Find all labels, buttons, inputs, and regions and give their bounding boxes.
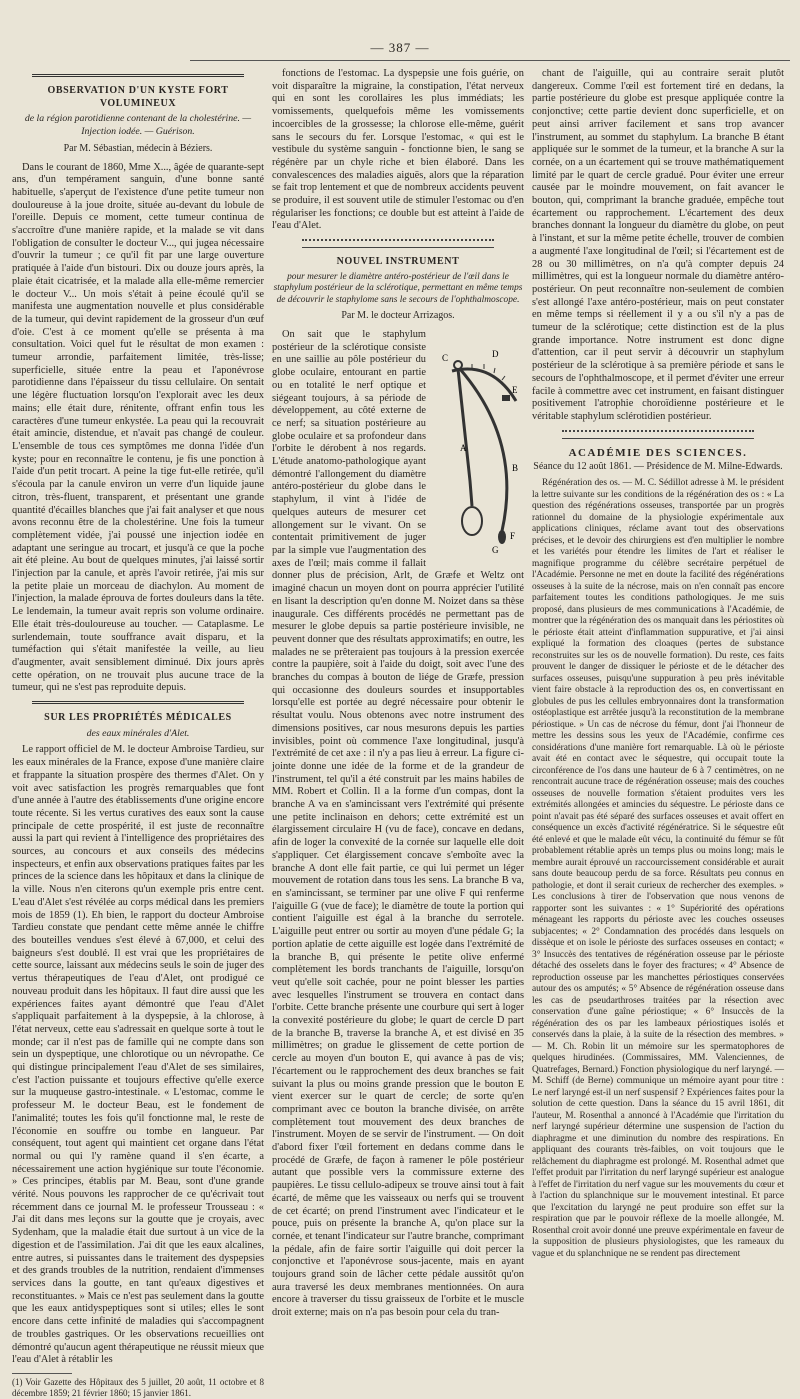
section-divider: [32, 74, 244, 77]
article-body-instrument: On sait que le staphylum postérieur de la sclérotique consiste en une saillie au pôle postérieur du globe oculaire, entourant en partie ou en totalité le nerf optique et siégeant toujours, à sa période de développement, au côté externe de ce nerf; sa situation postérieure au globe oculaire et sa profondeur dans l'orbite le dérobent à nos regards. L'étude anatomo-pathologique ayant démontré l'allongement du diamètre antéro-postérieur du globe dans le staphylum, il vint à l'idée de quelques auteurs de mesurer cet allongement sur le vivant. On se contentait primitivement de juger par la simple vue l'augmentation des axes de l'œil; mais comme il fallait donner plus de précision, Arlt, de Græfe et Weltz ont imaginé chacun un moyen dont on pourra apprécier l'utilité en lisant la description qu'en donne M. Noizet dans sa thèse inaugurale. Ces différents procédés ne permettant pas de mesurer le globe depuis sa partie postérieure invisible, ne peuvent donner que des résultats approximatifs; en outre, les malades ne se prêteraient pas toujours à la pression exercée contre la paupière, soit à l'aide du doigt, soit avec l'une des branches du compas à bouton de liége de Græfe, pression qui occasionne des douleurs sourdes et insupportables lorsqu'elle est portée au degré nécessaire pour obtenir le résultat voulu. Nous obtenons avec notre instrument des dimensions positives, car nous mesurons depuis les parties invisibles, point où commence l'axe longitudinal, jusqu'à l'extrémité de cet axe : il n'y a pas lieu à erreur. La figure ci-jointe donne une idée de la forme et de la grandeur de l'instrument, tel qu'il a été construit par les mains habiles de MM. Robert et Collin. Il a la forme d'un compas, dont la branche A va en s'amincissant vers l'extrémité qui présente une petite inclinaison en dehors; cette extrémité est un élargissement circulaire H (vu de face), concave en dedans, afin de loger la convexité de la cornée sur laquelle elle doit s'appliquer. Cet élargissement concave s'emboîte avec la branche A dont elle fait partie, ce qui lui permet un léger mouvement de rotation dans tous les sens. La branche B va, en s'amincissant, se terminer par une olive F qui renferme l'aiguille G (vue de face); le diamètre de toute la portion qui contient l'aiguille est égal à la branche du serrotele. L'aiguille peut entrer ou sortir au moyen d'une pédale G; la portion aplatie de cette aiguille est logée dans l'extrémité de la branche B, qui présente le petite olive enfermé complètement les bords tranchants de l'aiguille, lorsqu'on veut qu'elle soit cachée, pour ne point blesser les parties avec lesquelles l'instrument se trouvera en contact dans l'orbite. Cette branche présente une courbure qui sert à loger la convexité postérieure du globe; le quart de cercle D part de la branche B, traverse la branche A, et est divisé en 35 millimètres; on gradue le glissement de cette portion de cercle au moyen d'un bouton E, qui avance à pas de vis; l'écartement ou le rapprochement des deux branches se fait suivant la plus ou moins grande pression que le bouton E vient exercer sur le quart de cercle; de sorte qu'en comprimant avec ce bouton la branche divisée, on arrête complètement tout mouvement des deux branches de l'instrument. Moyen de se servir de l'instrument. — On doit d'abord fixer l'œil fortement en dedans comme dans le procédé de Græfe, de façon à ramener le pôle postérieur autant que possible vers la commissure externe des paupières. Le tissu cellulo-adipeux se trouve ainsi tout à fait écarté, de même que les vaisseaux ou nerfs qui se trouvent de cet écarté; on prend l'instrument avec l'indicateur et le pouce, puis on présente la branche A, qu'on place sur la cornée, et tenant l'indicateur sur l'autre branche, comprimant la pédale, afin de faire sortir l'aiguille qui doit percer la conjonctive et l'aponévrose sous-jacente, mais en ayant toujours grand soin de lâcher cette pédale aussitôt qu'on aura traversé les deux membranes mentionnées. On aura encore à traverser du tissu graisseux de l'orbite et le muscle droit externe; mais on n'a pas besoin pour cela du tran-: [272, 329, 524, 1319]
figure-letter: B: [512, 463, 519, 474]
branch-a: [458, 369, 472, 506]
hinge: [454, 361, 462, 369]
section-divider: [562, 430, 754, 439]
session-line: Séance du 12 août 1861. — Présidence de M. Milne-Edwards.: [533, 461, 783, 473]
header-rule: [190, 60, 790, 61]
footnote: (1) Voir Gazette des Hôpitaux des 5 juillet, 20 août, 11 octobre et 8 décembre 1859; 21 février 1860; 15 janvier 1861.: [12, 1376, 264, 1398]
academy-heading: ACADÉMIE DES SCIENCES.: [568, 446, 748, 459]
article-title-instrument: NOUVEL INSTRUMENT: [336, 256, 460, 268]
figure-letter: G: [492, 545, 499, 556]
column-3: [532, 68, 784, 1259]
figure-letter: A: [460, 443, 467, 454]
footnote-rule: [12, 1373, 72, 1374]
column-1: [12, 68, 264, 1398]
section-divider: [302, 239, 494, 248]
article-subtitle-alet: des eaux minérales d'Alet.: [86, 727, 190, 739]
three-column-body: [12, 68, 784, 1398]
article-author-instrument: Par M. le docteur Arrizagos.: [341, 310, 455, 322]
corneal-cup: [462, 507, 482, 535]
compass-instrument-drawing: [432, 331, 524, 559]
arc-ticks: [472, 364, 505, 380]
article-body-instrument-continued: chant de l'aiguille, qui au contraire serait plutôt dangereux. Comme l'œil est fortement tiré en dedans, la partie postérieure du globe est presque appliquée contre la conjonctive; cette partie devient donc superficielle, et on peut ainsi arriver facilement et sans trop avancer l'instrument, au sommet du staphylum. La branche B étant appliquée sur le sommet de la tumeur, et la branche A sur la cornée, on a un écartement qui se trouve mathématiquement limité par le quart de cercle gradué. Pour éviter une erreur causée par le moindre mouvement, on fait avancer le bouton, qui, comprimant la branche graduée, empêche tout écartement ou rapprochement. L'écartement des deux branches donnant la longueur du diamètre du globe, on peut à l'instant, et sur la même petite échelle, trouver de combien a augmenté l'axe longitudinal de l'œil; si l'écartement est de 28 ou 30 millimètres, on n'a qu'à compter depuis 24 millimètres, qui est la longueur normale du diamètre antéro-postérieur. On peut reconnaître non-seulement de combien s'est allongé l'axe antéro-postérieur, mais on peut constater en même temps si réellement il y a ou s'il n'y a pas de tumeur de la sclérotique; cette distinction est de la plus grande importance. Notre instrument est donc digne d'attention, car il peut servir à découvrir un staphylum postérieur de la sclérotique à sa première période et sans le secours de l'ophthalmoscope, et il permet d'éviter une erreur facile à commettre avec cet instrument, en faisant distinguer positivement l'atrophie choroïdienne postérieure et le véritable staphylum sclérotidien postérieur.: [532, 68, 784, 422]
article-body-kyste: Dans le courant de 1860, Mme X..., âgée de quarante-sept ans, d'un tempérament sanguin, d'une bonne santé habituelle, s'aperçut de l'existence d'une petite tumeur non douloureuse à la joue droite, située au-devant du lobule de l'oreille. Depuis ce moment, cette tumeur continua de s'accroître d'une manière rapide, et la malade se vit dans l'obligation de consulter le docteur V..., qui jugea nécessaire d'ouvrir la tumeur ; ce qu'il fit par une large ouverture pratiquée à l'aide d'un bistouri. Dix ou douze jours après, la plaie était cicatrisée, et la malade alla elle-même remercier le docteur V... Un mois s'était à peine écoulé qu'il se manifesta une augmentation nouvelle et plus considérable de la tumeur, qui devint rapidement de la grosseur d'un œuf d'oie. C'est à ce moment qu'elle se présenta à ma consultation. Voici quel fut le résultat de mon examen : tumeur arrondie, parfaitement limitée, très-lisse; superficielle, située entre la peau et l'aponévrose parotidienne dans l'épaisseur du tissu cellulaire. On sentait une légère fluctuation lorsqu'on l'explorait avec les deux mains; elle était dure, rénitente, offrant enfin tous les caractères d'une tumeur enkystée. La peau qui la recouvrait était amincie, distendue, et n'avait pas changé de couleur. L'ensemble de tous ces symptômes me donna l'idée d'un kyste; pour en reconnaître le contenu, je fis une ponction à l'aide d'un petit trocart. A peine la tige fut-elle retirée, qu'il s'écoula par la canule environ un verre d'un liquide jaune citron, très-fluent, transparent, et présentant une grande quantité d'écailles blanches que j'ai fait analyser et que nous avons reconnu être de la cholestérine. Une fois la tumeur complètement vidée, j'ai poussé une injection iodée en adaptant une seringue au trocart, et jusqu'à ce que la poche ait été pleine. Au bout de quelques minutes, j'ai laissé sortir l'injection par la canule, et après l'avoir retirée, j'ai mis sur la petite plaie un morceau de diachylon. Au moment de l'injection, la malade éprouva de fortes douleurs dans la tête. Le lendemain, la tumeur avait repris son volume ordinaire. Elle était très-douloureuse au toucher. — Cataplasme. Le surlendemain, toute souffrance avait disparu, et la tuméfaction qui s'était manifestée la veille, au lieu d'augmenter, avait sensiblement diminué. Dix jours après cette opération, on ne trouvait plus aucune trace de la tumeur, qui ne s'est pas reproduite depuis.: [12, 161, 264, 694]
figure-letter: C: [442, 353, 449, 364]
article-author-kyste: Par M. Sébastian, médecin à Béziers.: [63, 142, 213, 154]
article-subtitle-kyste: de la région parotidienne contenant de la cholestérine. — Injection iodée. — Guérison.: [24, 113, 252, 138]
figure-letter: E: [512, 385, 518, 396]
figure-letter: D: [492, 349, 499, 360]
screw-button: [502, 395, 510, 401]
article-subtitle-instrument: pour mesurer le diamètre antéro-postérieur de l'œil dans le staphylum postérieur de la sclérotique, permettant en même temps de découvrir le staphylome sans le secours de l'ophthalmoscope.: [273, 271, 523, 305]
compass-instrument-figure: [432, 331, 524, 559]
article-body-alet-continued: fonctions de l'estomac. La dyspepsie une fois guérie, on voit disparaître la migraine, la constipation, l'état nerveux qui en sont les corollaires les plus immédiats; les vomissements, quelquefois même les vomissements incoercibles de la grossesse; la chlorose elle-même, guérit sans le secours du fer. Lorsque l'estomac, « qui est le vestibule du système sanguin - fonctionne bien, le sang se régénère par un chyle riche et bien élaboré. Dans les convalescences des maladies aiguës, alors que la réparation se fait trop lentement et que de nombreux accidents peuvent se produire, il est souvent utile de stimuler l'estomac ou d'en régulariser les fonctions; ce double but est atteint à l'aide de l'eau d'Alet.: [272, 68, 524, 232]
page-number: — 387 —: [370, 40, 430, 55]
figure-letter: F: [510, 531, 516, 542]
article-title-kyste: OBSERVATION D'UN KYSTE FORT VOLUMINEUX: [47, 85, 229, 109]
article-body-alet: Le rapport officiel de M. le docteur Ambroise Tardieu, sur les eaux minérales de la France, expose d'une manière claire et frappante la situation prospère des thermes d'Alet. On y voit avec satisfaction les progrès remarquables que font d'une année à l'autre des établissements d'une origine encore toute récente. Si les vertus curatives des eaux sont la cause principale de cette prospérité, il est juste de reconnaître aussi la part qui revient à l'intelligence des propriétaires des sources, au concours et aux conseils des médecins inspecteurs, et enfin aux observations pratiques faites par les princes de la science dans les hôpitaux et dans la clinique de la ville. Nous n'en citerons qu'un exemple pris entre cent. L'eau d'Alet s'est révélée au corps médical dans les premiers mois de 1859 (1). Eh bien, le rapport du docteur Ambroise Tardieu constate que pendant cette même année le chiffre des bouteilles vendues s'est élevé à 67,000, et celui des baigneurs s'est doublé. Il est vrai que les propriétaires de cette source, laissant aux médecins seuls le soin de juger des vertus thérapeutiques de l'eau d'Alet, ont prodigué ce nouveau produit dans les hôpitaux. Il faut dire aussi que les expériences faites ayant démontré que l'eau d'Alet s'appliquait parfaitement à la dyspepsie, à la chlorose, à l'état nerveux, cette eau s'adressait en quelque sorte à tout le monde; car il n'est pas de famille qui ne compte dans son sein un dyspeptique, une chlorotique ou un névropathe. Ce qui distingue principalement l'eau d'Alet de ses similaires, c'est l'action puissante et toujours effective qu'elle exerce sur la muqueuse gastro-intestinale. « L'estomac, comme le professeur M. le docteur Beau, est le fondement de l'animalité; toutes les fois qu'il fonctionne mal, le reste de l'économie en souffre ou tombe en langueur. Par conséquent, tout agent qui maintient cet organe dans l'état normal ou qui l'y ramène quand il s'en écarte, a nécessairement une action hygiénique sur toute l'économie. » Ces principes, établis par M. Beau, sont d'une grande vérité. Nous pouvons les rapprocher de ce qu'écrivait tout récemment dans ce journal M. le professeur Trousseau : « J'ai dit dans mes leçons sur la goutte que je croyais, avec Sydenham, que la maladie était due surtout à un vice de la digestion et de l'assimilation. J'ai dit que les eaux alcalines, entre autres, si puissantes dans le traitement des dyspepsies et des grands troubles de la nutrition, rendaient d'immenses services dans la goutte, en tant qu'eaux digestives et reconstituantes. » Mais ce n'est pas seulement dans la goutte que les eaux antidyspeptiques sont si utiles; elles le sont encore dans cette infinité de maladies qui s'accompagnent de troubles gastriques. Or les observations recueillies ont démontré qu'aucun agent thérapeutique ne réussit mieux que l'eau d'Alet à rétablir les: [12, 744, 264, 1366]
article-title-alet: SUR LES PROPRIÉTÉS MÉDICALES: [44, 712, 232, 724]
column-2: [272, 68, 524, 1319]
section-divider: [32, 701, 244, 704]
academy-body: Régénération des os. — M. C. Sédillot adresse à M. le président la lettre suivante sur les conditions de la régénération des os : « La question des régénérations osseuses, transportée par un progrès rationnel du domaine de la physiologie expérimentale aux applications cliniques, réclame avant tout des observations précises, et le devoir des chirurgiens est d'en multiplier le nombre et les variétés pour étendre les limites de l'art et réaliser le magnifique programme du célèbre secrétaire perpétuel de l'Académie. Personne ne met en doute la facilité des régénérations osseuses à la suite de la nécrose, mais on n'en connaît pas encore parfaitement toutes les conditions pathologiques. Je me suis proposé, dans plusieurs de mes communications à l'Académie, de montrer que la régénération des os manquait dans les périostites où le périoste était atteint d'inflammation suppurative, et j'ai ainsi expliqué la formation des cloaques (pertes de substance reconstruites sur les os de nouvelle formation). Du reste, ces faits prouvent le danger de dissiquer le périoste et de le détacher des surfaces osseuses, puisqu'une suppuration à peu près inévitable vient faire obstacle à la reproduction des os, en convertissant en globules de pus les cellules embryonnaires dont la transformation ostéoplastique est arrêtée jusqu'à la reconstitution de la membrane périostique. » Un cas de nécrose du fémur, dont j'ai l'honneur de mettre les dessins sous les yeux de l'Académie, confirme ces considérations d'une manière fort remarquable. Là où le périoste avait été en contact avec le séquestre, qui occupait toute la circonférence de l'os dans une hauteur de 6 à 7 centimètres, on ne rencontrait aucune trace de régénération osseuse; mais des couches osseuses de nouvelle formation s'étaient produites vers les extrémités allongées et amincies du séquestre. Le périoste dans ce point n'avait pas été séparé des surfaces osseuses et avait offert en conséquence un excès d'activité régénératrice. Si le séquestre eût été enlevé et que le malade eût vécu, la continuité du fémur se fût probablement rétablie après un temps plus ou moins long; mais le membre aurait éprouvé un raccourcissement considérable et aurait sans doute beaucoup perdu de sa force. Résultats peu connus en pathologie, et dont il serait curieux de rechercher des exemples. » Les conclusions à tirer de l'observation que nous venons de rapporter sont les suivantes : « 1° Supériorité des opérations ménageant les rapports du périoste avec les couches osseuses subjacentes; « 2° Condamnation des procédés dans lesquels on dissèque et on isole le périoste des surfaces osseuses en contact; « 3° Insuccès des tentatives de régénération osseuse par le périoste détaché des osselets dans le foyer des fractures; « 4° Absence de reproduction osseuse par les manchettes périostiques conservées autour des os amputés; « 5° Absence de régénération osseuse dans les cas de pseudarthroses traitées par la résection avec conservation d'une gaîne périostique; « 6° Insuccès de la régénération des os par les lambeaux périostiques isolés et conservés dans la plaie, à la suite de la résection des membres. » — M. Ch. Robin lit un mémoire sur les spermatophores de quelques hirudinées. (Commissaires, MM. Valenciennes, de Quatrefages, Bernard.) Fonction physiologique du nerf laryngé. — M. Schiff (de Berne) communique un mémoire ayant pour titre : Le nerf laryngé est-il un nerf suspensif ? Expériences faites pour la solution de cette question. Dans la séance du 15 avril 1861, dit l'auteur, M. Rosenthal a annoncé à l'Académie que l'irritation du nerf laryngé supérieur détermine une suspension de l'action du diaphragme et une diminution du nombre des respirations. En appliquant des courants très-faibles, on voit toujours que le relâchement du diaphragme est prolongé. M. Rosenthal admet que l'effet produit par l'irritation du nerf laryngé supérieur est analogue à l'effet de l'irritation du nerf vague sur les mouvements du cœur et à l'action du splanchnique sur le mouvement intestinal. Et parce que l'excitation du laryngé ne peut produire son effet sur la respiration que par le pouvoir réflexe de la moelle allongée, M. Rosenthal croit avoir donné une preuve expérimentale en faveur de la supposition de plusieurs physiologistes, que les rameaux du vague et du splanchnique ne se rendent pas directement: [532, 478, 784, 1259]
olive-tip: [498, 530, 506, 544]
